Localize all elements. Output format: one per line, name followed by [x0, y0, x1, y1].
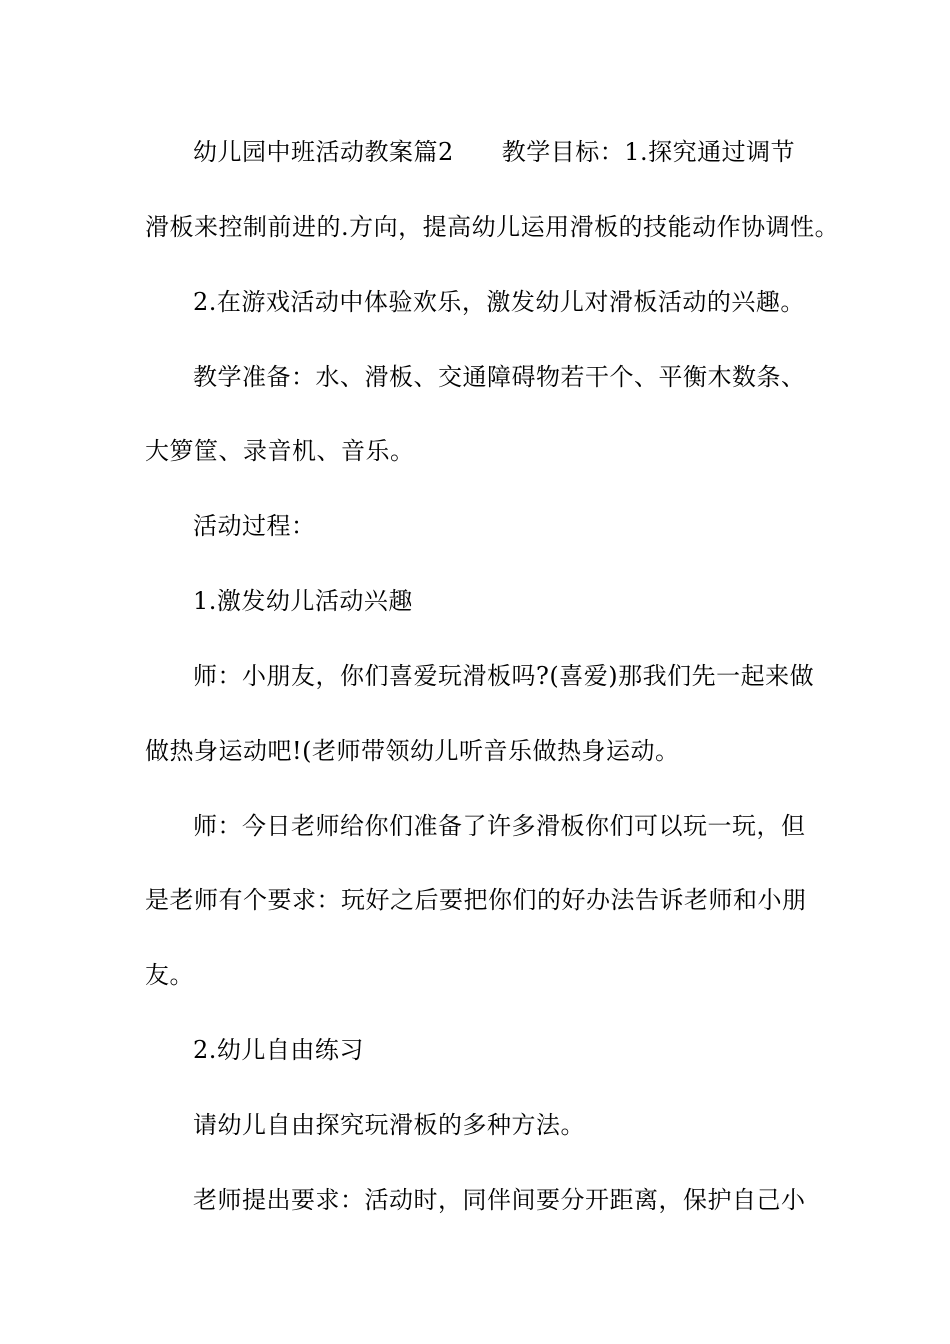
- paragraph-line-6: 活动过程：: [193, 512, 316, 540]
- paragraph-line-10: 师：今日老师给你们准备了许多滑板你们可以玩一玩，但: [193, 812, 806, 840]
- paragraph-line-1: [193, 136, 795, 168]
- paragraph-line-2: 滑板来控制前进的.方向，提高幼儿运用滑板的技能动作协调性。: [145, 213, 840, 241]
- document-heading: 幼儿园中班活动教案篇2: [193, 138, 454, 166]
- paragraph-line-13: 2.幼儿自由练习: [193, 1036, 364, 1064]
- paragraph-line-5: 大箩筐、录音机、音乐。: [145, 437, 415, 465]
- paragraph-line-8: 师：小朋友，你们喜爱玩滑板吗?(喜爱)那我们先一起来做: [193, 662, 815, 690]
- paragraph-line-14: 请幼儿自由探究玩滑板的多种方法。: [193, 1111, 585, 1139]
- paragraph-line-4: 教学准备：水、滑板、交通障碍物若干个、平衡木数条、: [193, 363, 806, 391]
- paragraph-line-3: 2.在游戏活动中体验欢乐，激发幼儿对滑板活动的兴趣。: [193, 288, 805, 316]
- paragraph-line-9: 做热身运动吧!(老师带领幼儿听音乐做热身运动。: [145, 737, 680, 765]
- paragraph-line-12: 友。: [145, 961, 194, 989]
- paragraph-line-11: 是老师有个要求：玩好之后要把你们的好办法告诉老师和小朋: [145, 886, 807, 914]
- teaching-goal-start: 教学目标：1.探究通过调节: [501, 138, 796, 166]
- paragraph-line-7: 1.激发幼儿活动兴趣: [193, 587, 413, 615]
- paragraph-line-15: 老师提出要求：活动时，同伴间要分开距离，保护自己小: [193, 1186, 806, 1214]
